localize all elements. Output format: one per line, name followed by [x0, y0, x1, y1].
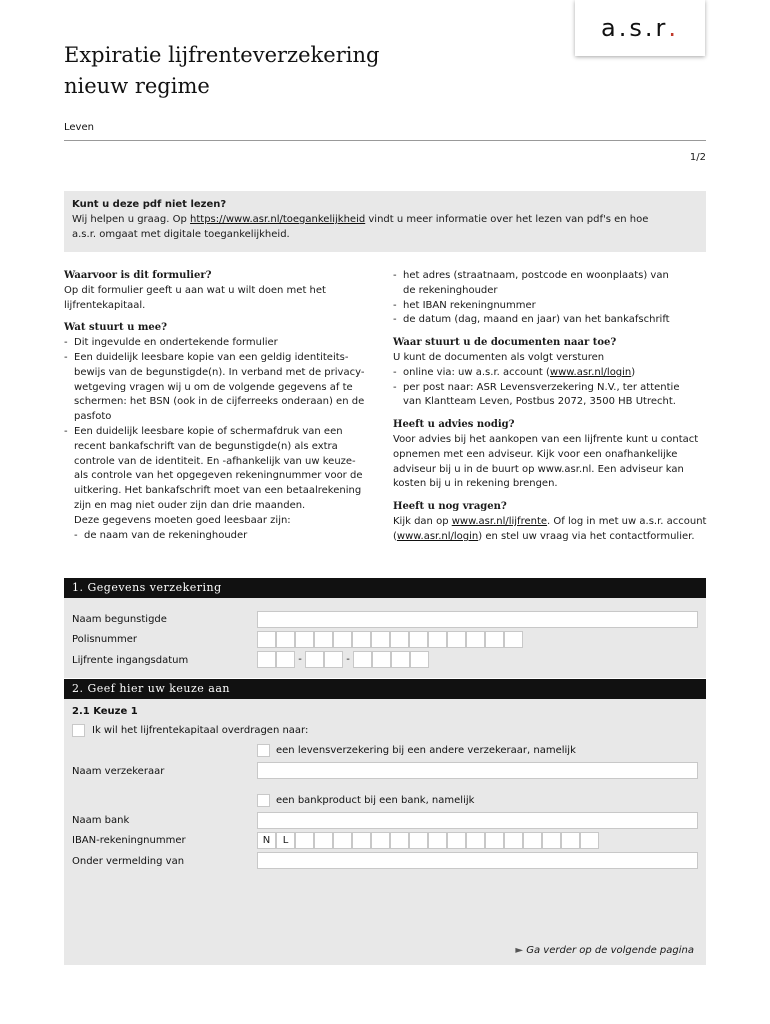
iban-cell[interactable]: L	[276, 832, 295, 849]
iban-cell[interactable]	[295, 832, 314, 849]
iban-cell[interactable]	[561, 832, 580, 849]
date-separator: -	[346, 654, 350, 665]
list-item: - Een duidelijk leesbare kopie of schermafdruk van een recent bankafschrift van de begunstigde(n) als extra controle van de identiteit. En -afhankelijk van uw keuze- als controle van het opgegeven rekeningnummer voor de uitkering. Het bankafschrift moet van een betaalrekening zijn en mag niet ouder zijn dan drie maanden. Deze gegevens moeten goed leesbaar zijn:	[64, 425, 382, 529]
heading-waar: Waar stuurt u de documenten naar toe?	[393, 337, 617, 349]
iban-cell[interactable]	[352, 832, 371, 849]
heading-advies: Heeft u advies nodig?	[393, 419, 515, 431]
date-separator: -	[298, 654, 302, 665]
title-line-2: nieuw regime	[64, 74, 210, 98]
bankproduct-label: een bankproduct bij een bank, namelijk	[276, 795, 475, 806]
title-line-1: Expiratie lijfrenteverzekering	[64, 43, 380, 67]
overdragen-label: Ik wil het lijfrentekapitaal overdragen naar:	[92, 725, 309, 736]
arrow-right-icon: ►	[515, 945, 524, 956]
polis-cell[interactable]	[333, 631, 352, 648]
list-item: - de naam van de rekeninghouder	[64, 529, 382, 544]
naam-bank-input[interactable]	[257, 812, 698, 829]
list-item: - per post naar: ASR Levensverzekering N.V., ter attentie van Klantteam Leven, Postbus 2072, 3500 HB Utrecht.	[393, 381, 713, 411]
right-column: - het adres (straatnaam, postcode en woonplaats) van de rekeninghouder - het IBAN rekeningnummer - de datum (dag, maand en jaar) van het bankafschrift Waar stuurt u de documenten naar toe? U kunt de documenten als volgt versturen - online via: uw a.s.r. account (www.asr.nl/login) - per post naar: ASR Levensverzekering N.V., ter attentie van Klantteam Leven, Postbus 2072, 3500 HB Utrecht. Heeft u advies nodig? Voor advies bij het aankopen van een lijfrente kunt u contact opnemen met een adviseur. Kijk voor een onafhankelijke adviseur bij u in de buurt op www.asr.nl. Een adviseur kan kosten bij u in rekening brengen. Heeft u nog vragen? Kijk dan op www.asr.nl/lijfrente. Of log in met uw a.s.r. account (www.asr.nl/login) en stel uw vraag via het contactformulier.	[393, 269, 713, 545]
list-item: - het adres (straatnaam, postcode en woonplaats) van de rekeninghouder	[383, 269, 713, 299]
infobox-line-1: Wij helpen u graag. Op https://www.asr.nl/toegankelijkheid vindt u meer informatie over het lezen van pdf's en hoe	[72, 214, 649, 225]
levensverzekering-checkbox[interactable]	[257, 744, 270, 757]
ingangsdatum-input[interactable]	[257, 651, 429, 668]
document-list	[64, 336, 382, 528]
polis-cell[interactable]	[257, 631, 276, 648]
infobox-heading: Kunt u deze pdf niet lezen?	[72, 199, 227, 210]
naam-begunstigde-input[interactable]	[257, 611, 698, 628]
section-1-header: 1. Gegevens verzekering	[64, 578, 706, 598]
sub-list	[64, 529, 382, 544]
list-item: - Dit ingevulde en ondertekende formulier	[64, 336, 382, 351]
label-naam-bank: Naam bank	[72, 815, 130, 826]
login-link[interactable]: www.asr.nl/login	[549, 366, 632, 378]
naam-verzekeraar-input[interactable]	[257, 762, 698, 779]
polis-cell[interactable]	[485, 631, 504, 648]
section-2-header: 2. Geef hier uw keuze aan	[64, 679, 706, 699]
page-title	[64, 40, 544, 102]
polis-cell[interactable]	[314, 631, 333, 648]
send-options	[393, 366, 713, 410]
label-naam-begunstigde: Naam begunstigde	[72, 614, 167, 625]
iban-cell[interactable]	[390, 832, 409, 849]
heading-wat-stuurt: Wat stuurt u mee?	[64, 322, 168, 334]
polis-cell[interactable]	[352, 631, 371, 648]
iban-input[interactable]	[257, 832, 599, 849]
date-cell[interactable]	[276, 651, 295, 668]
accessibility-link[interactable]: https://www.asr.nl/toegankelijkheid	[190, 214, 366, 225]
polis-cell[interactable]	[371, 631, 390, 648]
date-cell[interactable]	[324, 651, 343, 668]
sub-list-cont	[383, 269, 713, 328]
polis-cell[interactable]	[466, 631, 485, 648]
vermelding-input[interactable]	[257, 852, 698, 869]
heading-waarvoor: Waarvoor is dit formulier?	[64, 270, 212, 281]
polis-cell[interactable]	[295, 631, 314, 648]
label-vermelding: Onder vermelding van	[72, 856, 185, 867]
next-page-note: ► Ga verder op de volgende pagina	[515, 945, 694, 956]
polis-cell[interactable]	[390, 631, 409, 648]
list-item: - online via: uw a.s.r. account (www.asr.nl/login)	[393, 366, 713, 381]
left-column: Waarvoor is dit formulier? Op dit formulier geeft u aan wat u wilt doen met het lijfrentekapitaal. Wat stuurt u mee? - Dit ingevulde en ondertekende formulier - Een duidelijk leesbare kopie van een geldig identiteits- bewijs van de begunstigde(n). In verband met de privacy- wetgeving vragen wij u om de volgende gegevens af te schermen: het BSN (ook in de cijferreeks onderaan) en de pasfoto - Een duidelijk leesbare kopie of schermafdruk van een recent bankafschrift van de begunstigde(n) als extra controle van de identiteit. En -afhankelijk van uw keuze- als controle van het opgegeven rekeningnummer voor de uitkering. Het bankafschrift moet van een betaalrekening zijn en mag niet ouder zijn dan drie maanden. Deze gegevens moeten goed leesbaar zijn: - de naam van de rekeninghouder	[64, 269, 382, 543]
levensverzekering-label: een levensverzekering bij een andere verzekeraar, namelijk	[276, 745, 576, 756]
vragen-text: Kijk dan op www.asr.nl/lijfrente. Of log in met uw a.s.r. account (www.asr.nl/login) en stel uw vraag via het contactformulier.	[393, 515, 707, 542]
lijfrente-link[interactable]: www.asr.nl/lijfrente	[451, 515, 548, 527]
label-iban: IBAN-rekeningnummer	[72, 835, 186, 846]
iban-cell[interactable]	[580, 832, 599, 849]
page-number: 1/2	[689, 152, 706, 163]
iban-cell[interactable]	[371, 832, 390, 849]
label-polisnummer: Polisnummer	[72, 634, 137, 645]
date-cell[interactable]	[391, 651, 410, 668]
iban-cell[interactable]	[409, 832, 428, 849]
accessibility-infobox	[64, 191, 706, 252]
polis-cell[interactable]	[409, 631, 428, 648]
asr-logo: a.s.r .	[575, 0, 705, 56]
overdragen-checkbox[interactable]	[72, 724, 85, 737]
iban-cell[interactable]	[542, 832, 561, 849]
polis-cell[interactable]	[447, 631, 466, 648]
list-item: - de datum (dag, maand en jaar) van het bankafschrift	[383, 313, 713, 328]
iban-cell[interactable]	[485, 832, 504, 849]
infobox-line-2: a.s.r. omgaat met digitale toegankelijkheid.	[72, 229, 290, 240]
polisnummer-input[interactable]	[257, 631, 523, 648]
iban-cell[interactable]	[314, 832, 333, 849]
iban-cell[interactable]	[428, 832, 447, 849]
iban-cell[interactable]	[466, 832, 485, 849]
date-cell[interactable]	[305, 651, 324, 668]
iban-cell[interactable]	[523, 832, 542, 849]
bankproduct-checkbox[interactable]	[257, 794, 270, 807]
list-item: - het IBAN rekeningnummer	[383, 299, 713, 314]
date-cell[interactable]	[353, 651, 372, 668]
divider	[64, 140, 706, 141]
date-cell[interactable]	[257, 651, 276, 668]
polis-cell[interactable]	[504, 631, 523, 648]
keuze-1-heading: 2.1 Keuze 1	[72, 706, 138, 717]
date-cell[interactable]	[372, 651, 391, 668]
advies-text: Voor advies bij het aankopen van een lijfrente kunt u contact opnemen met een adviseur. Kijk voor een onafhankelijke adviseur bij u in de buurt op www.asr.nl. Een adviseur kan kosten bij u in rekening brengen.	[393, 433, 699, 490]
login-link-2[interactable]: www.asr.nl/login	[396, 530, 479, 542]
iban-cell[interactable]	[447, 832, 466, 849]
list-item: - Een duidelijk leesbare kopie van een geldig identiteits- bewijs van de begunstigde(n). In verband met de privacy- wetgeving vragen wij u om de volgende gegevens af te schermen: het BSN (ook in de cijferreeks onderaan) en de pasfoto	[64, 351, 382, 425]
iban-cell[interactable]	[333, 832, 352, 849]
label-naam-verzekeraar: Naam verzekeraar	[72, 766, 165, 777]
label-ingangsdatum: Lijfrente ingangsdatum	[72, 655, 189, 666]
iban-cell[interactable]	[504, 832, 523, 849]
polis-cell[interactable]	[428, 631, 447, 648]
polis-cell[interactable]	[276, 631, 295, 648]
iban-cell[interactable]: N	[257, 832, 276, 849]
date-cell[interactable]	[410, 651, 429, 668]
subtitle: Leven	[64, 122, 94, 133]
heading-vragen: Heeft u nog vragen?	[393, 501, 507, 513]
